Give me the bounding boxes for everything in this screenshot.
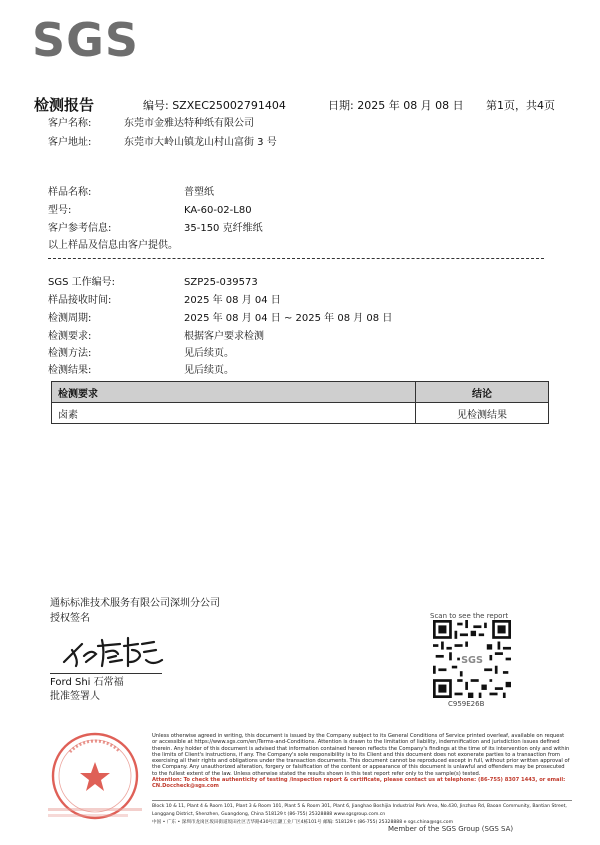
test-result-label: 检测结果:: [48, 365, 92, 376]
table-header-requirement: 检测要求: [52, 382, 416, 403]
test-period-label: 检测周期:: [48, 313, 92, 324]
table-row: [52, 403, 549, 424]
signature-line: [50, 673, 162, 674]
company-seal: [40, 728, 150, 828]
signatory-role: 批准签署人: [50, 691, 100, 702]
company-address: [152, 800, 572, 827]
authenticity-notice: Attention: To check the authenticity of testing /inspection report & certificate, please contact us at telephone: (86-755) 8307 1443, or email: CN.Doccheck@sgs.com: [152, 777, 566, 790]
client-address-label: 客户地址:: [48, 137, 92, 148]
svg-text:SGS: SGS: [461, 655, 483, 667]
signatory-name: Ford Shi 石常福: [50, 677, 124, 688]
job-number-value: SZP25-039573: [184, 277, 258, 288]
client-name-value: 东莞市金雅达特种纸有限公司: [124, 118, 254, 129]
report-number: 编号: SZXEC25002791404: [143, 99, 286, 112]
dashed-divider: [48, 258, 544, 259]
test-period-value: 2025 年 08 月 04 日 ~ 2025 年 08 月 08 日: [184, 313, 393, 324]
table-cell-conclusion: 见检测结果: [416, 403, 549, 424]
address-english: Block 10 & 11, Plant 4 & Room 101, Plant 3 & Room 101, Plant 5 & Room 301, Plant 6, Jianghao Boshijia Industrial Park Area, No.430, Jinzhuo Rd, Baoan Community, Bantian Street, Longgang District, Shenzhen, Guangdong, China 518129 t (86-755) 25328888 www.sgsgroup.com.cn: [152, 804, 567, 817]
signatory: [50, 676, 124, 704]
report-title: 检测报告: [34, 96, 95, 114]
client-name-label: 客户名称:: [48, 118, 92, 129]
report-date: 日期: 2025 年 08 月 08 日: [328, 99, 464, 112]
client-ref-label: 客户参考信息:: [48, 223, 112, 234]
address-chinese: 中国 • 广东 • 深圳市龙岗区坂田街道坂田社区吉华路430号江灏工业厂区4栋101号 邮编: 518129 t (86-755) 25328888 e sgs.china@sgs.com: [152, 820, 454, 825]
client-address-value: 东莞市大岭山镇龙山村山富街 3 号: [124, 137, 277, 148]
test-result-value: 见后续页。: [184, 365, 234, 376]
sample-name-label: 样品名称:: [48, 187, 92, 198]
sgs-member-note: Member of the SGS Group (SGS SA): [388, 825, 514, 833]
handwritten-signature: [58, 626, 168, 672]
signature-block: [50, 596, 220, 626]
job-number-label: SGS 工作编号:: [48, 277, 115, 288]
table-cell-requirement: 卤素: [52, 403, 416, 424]
model-label: 型号:: [48, 205, 72, 216]
issuing-organization: 通标标准技术服务有限公司深圳分公司: [50, 598, 220, 609]
test-method-label: 检测方法:: [48, 348, 92, 359]
test-request-value: 根据客户要求检测: [184, 331, 264, 342]
authorized-signature-label: 授权签名: [50, 613, 90, 624]
legal-disclaimer: [152, 733, 570, 790]
table-header-conclusion: 结论: [416, 382, 549, 403]
results-table: [51, 381, 549, 424]
test-method-value: 见后续页。: [184, 348, 234, 359]
received-value: 2025 年 08 月 04 日: [184, 295, 281, 306]
client-ref-value: 35-150 克纤维纸: [184, 223, 263, 234]
qr-caption: Scan to see the report: [430, 612, 509, 620]
qr-id: C959E26B: [448, 700, 485, 708]
sample-name-value: 普塑纸: [184, 187, 214, 198]
verification-qr-code[interactable]: [433, 620, 511, 698]
page-indicator: 第1页，共4页: [486, 99, 555, 112]
test-request-label: 检测要求:: [48, 331, 92, 342]
disclaimer-text: Unless otherwise agreed in writing, this document is issued by the Company subject to its General Conditions of Service printed overleaf, available on request or accessible at https://www.sgs.com/en/Terms-and-Conditions. Attention is drawn to the limitation of liability, indemnification and jurisdiction issues defined therein. Any holder of this document is advised that information contained hereon reflects the Company's findings at the time of its intervention only and within the limits of Client's instructions, if any. The Company's sole responsibility is to its Client and this document does not exonerate parties to a transaction from exercising all their rights and obligations under the transaction documents. This document cannot be reproduced except in full, without prior written approval of the Company. Any unauthorized alteration, forgery or falsification of the content or appearance of this document is unlawful and offenders may be prosecuted to the fullest extent of the law. Unless otherwise stated the results shown in this test report refer only to the sample(s) tested.: [152, 733, 570, 777]
table-header-row: [52, 382, 549, 403]
sgs-logo: SGS: [32, 13, 140, 67]
model-value: KA-60-02-L80: [184, 205, 252, 216]
received-label: 样品接收时间:: [48, 295, 112, 306]
sample-note: 以上样品及信息由客户提供。: [48, 240, 178, 251]
